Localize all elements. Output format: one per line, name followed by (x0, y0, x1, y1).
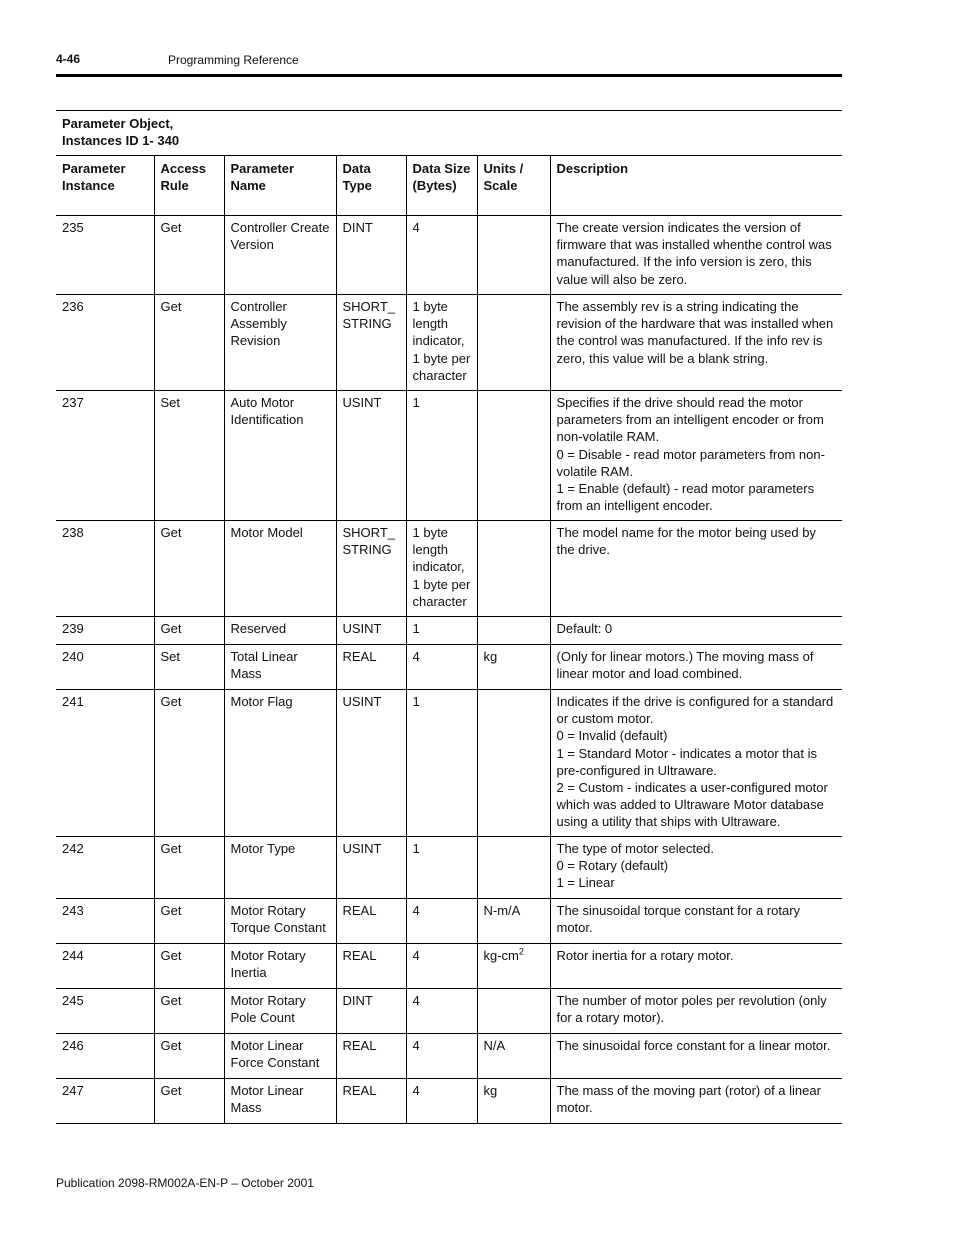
description-line: 1 = Standard Motor - indicates a motor that is pre-configured in Ultraware. (556, 745, 817, 778)
table-caption-line-1: Parameter Object, (62, 116, 174, 131)
cell-data-size: 4 (406, 989, 477, 1034)
description-line: 1 = Enable (default) - read motor parameters from an intelligent encoder. (556, 481, 815, 514)
cell-access-rule: Get (154, 295, 224, 391)
table-row (56, 1034, 842, 1079)
table-row (56, 944, 842, 989)
header-rule (56, 74, 842, 77)
cell-instance: 240 (56, 645, 154, 690)
description-line: 2 = Custom - indicates a user-configured motor which was added to Ultraware Motor database using a utility that ships with Ultraware. (556, 780, 828, 830)
cell-instance: 243 (56, 899, 154, 944)
table-row (56, 521, 842, 617)
cell-data-size: 1 (406, 690, 477, 837)
cell-data-type: REAL (336, 944, 406, 989)
cell-parameter-name: Motor Flag (224, 690, 336, 837)
cell-parameter-name: Controller Create Version (224, 216, 336, 295)
cell-data-type: DINT (336, 216, 406, 295)
cell-description: The model name for the motor being used by the drive. (550, 521, 842, 617)
cell-description (550, 690, 842, 837)
cell-data-type: DINT (336, 989, 406, 1034)
description-line: The type of motor selected. (556, 841, 715, 856)
cell-description: Default: 0 (550, 617, 842, 645)
cell-data-size: 1 (406, 391, 477, 521)
cell-parameter-name: Auto Motor Identification (224, 391, 336, 521)
table-row (56, 837, 842, 899)
cell-instance: 241 (56, 690, 154, 837)
cell-access-rule: Get (154, 837, 224, 899)
cell-data-size: 4 (406, 899, 477, 944)
cell-parameter-name: Motor Rotary Torque Constant (224, 899, 336, 944)
description-line: 0 = Disable - read motor parameters from non-volatile RAM. (556, 446, 825, 479)
cell-description: The number of motor poles per revolution (only for a rotary motor). (550, 989, 842, 1034)
cell-data-type: REAL (336, 1079, 406, 1124)
table-caption-line-2: Instances ID 1- 340 (62, 133, 180, 148)
publication-footer: Publication 2098-RM002A-EN-P – October 2001 (56, 1176, 314, 1190)
cell-parameter-name: Motor Linear Force Constant (224, 1034, 336, 1079)
cell-parameter-name: Motor Rotary Inertia (224, 944, 336, 989)
cell-data-type: SHORT_STRING (336, 521, 406, 617)
table-row (56, 617, 842, 645)
table-row (56, 690, 842, 837)
cell-data-size: 4 (406, 645, 477, 690)
cell-units-scale (477, 690, 550, 837)
cell-units-scale (477, 617, 550, 645)
cell-parameter-name: Reserved (224, 617, 336, 645)
cell-instance: 238 (56, 521, 154, 617)
description-line: Indicates if the drive is configured for a standard or custom motor. (556, 694, 834, 727)
cell-data-type: REAL (336, 1034, 406, 1079)
cell-instance: 245 (56, 989, 154, 1034)
description-line: 0 = Rotary (default) (556, 858, 669, 874)
cell-instance: 236 (56, 295, 154, 391)
cell-parameter-name: Motor Model (224, 521, 336, 617)
cell-units-scale (477, 989, 550, 1034)
cell-data-type: USINT (336, 690, 406, 837)
cell-instance: 235 (56, 216, 154, 295)
cell-description: The mass of the moving part (rotor) of a linear motor. (550, 1079, 842, 1124)
cell-data-type: SHORT_STRING (336, 295, 406, 391)
column-header-name: Parameter Name (224, 156, 336, 216)
cell-description: (Only for linear motors.) The moving mass of linear motor and load combined. (550, 645, 842, 690)
cell-data-size: 1 byte length indicator, 1 byte per character (406, 295, 477, 391)
cell-access-rule: Get (154, 521, 224, 617)
cell-access-rule: Get (154, 944, 224, 989)
cell-description (550, 837, 842, 899)
table-row (56, 989, 842, 1034)
table-row (56, 1079, 842, 1124)
cell-data-type: REAL (336, 899, 406, 944)
cell-parameter-name: Motor Type (224, 837, 336, 899)
cell-description (550, 391, 842, 521)
table-body (56, 216, 842, 1124)
parameter-table-container (56, 110, 842, 1124)
cell-description: The sinusoidal force constant for a linear motor. (550, 1034, 842, 1079)
cell-units-scale: N/A (477, 1034, 550, 1079)
table-row (56, 295, 842, 391)
table-header-row (56, 156, 842, 216)
cell-units-scale: N-m/A (477, 899, 550, 944)
cell-data-type: USINT (336, 391, 406, 521)
cell-instance: 244 (56, 944, 154, 989)
column-header-size: Data Size (Bytes) (406, 156, 477, 216)
page-number: 4-46 (56, 52, 81, 66)
cell-data-size: 1 (406, 617, 477, 645)
units-base: kg-cm (483, 948, 519, 963)
table-caption (56, 110, 842, 156)
cell-access-rule: Set (154, 645, 224, 690)
cell-units-scale (477, 837, 550, 899)
cell-access-rule: Get (154, 1079, 224, 1124)
cell-instance: 237 (56, 391, 154, 521)
cell-data-size: 4 (406, 1079, 477, 1124)
cell-instance: 242 (56, 837, 154, 899)
cell-instance: 239 (56, 617, 154, 645)
cell-units-scale (477, 944, 550, 989)
cell-description: The sinusoidal torque constant for a rotary motor. (550, 899, 842, 944)
cell-description: Rotor inertia for a rotary motor. (550, 944, 842, 989)
cell-access-rule: Set (154, 391, 224, 521)
cell-data-size: 4 (406, 1034, 477, 1079)
cell-units-scale: kg (477, 1079, 550, 1124)
cell-data-type: USINT (336, 837, 406, 899)
cell-parameter-name: Controller Assembly Revision (224, 295, 336, 391)
cell-data-size: 1 (406, 837, 477, 899)
column-header-instance: Parameter Instance (56, 156, 154, 216)
description-line: 1 = Linear (556, 875, 615, 891)
cell-units-scale (477, 295, 550, 391)
cell-access-rule: Get (154, 690, 224, 837)
cell-parameter-name: Total Linear Mass (224, 645, 336, 690)
cell-data-size: 4 (406, 944, 477, 989)
description-line: Specifies if the drive should read the motor parameters from an intelligent encoder or from non-volatile RAM. (556, 395, 824, 445)
cell-instance: 247 (56, 1079, 154, 1124)
table-row (56, 645, 842, 690)
section-title: Programming Reference (168, 53, 299, 67)
cell-instance: 246 (56, 1034, 154, 1079)
cell-data-type: REAL (336, 645, 406, 690)
cell-units-scale: kg (477, 645, 550, 690)
cell-description: The create version indicates the version of firmware that was installed whenthe control was manufactured. If the info version is zero, this value will also be zero. (550, 216, 842, 295)
units-superscript: 2 (518, 946, 524, 957)
table-row (56, 899, 842, 944)
column-header-description: Description (550, 156, 842, 216)
column-header-access: Access Rule (154, 156, 224, 216)
table-row (56, 216, 842, 295)
cell-access-rule: Get (154, 1034, 224, 1079)
cell-access-rule: Get (154, 899, 224, 944)
cell-parameter-name: Motor Linear Mass (224, 1079, 336, 1124)
cell-access-rule: Get (154, 216, 224, 295)
cell-data-type: USINT (336, 617, 406, 645)
cell-access-rule: Get (154, 989, 224, 1034)
cell-units-scale (477, 521, 550, 617)
cell-data-size: 4 (406, 216, 477, 295)
description-line: 0 = Invalid (default) (556, 728, 668, 744)
column-header-units: Units / Scale (477, 156, 550, 216)
cell-description: The assembly rev is a string indicating the revision of the hardware that was installed when the control was manufactured. If the info rev is zero, this value will be a blank string. (550, 295, 842, 391)
cell-data-size: 1 byte length indicator, 1 byte per character (406, 521, 477, 617)
cell-units-scale (477, 391, 550, 521)
cell-access-rule: Get (154, 617, 224, 645)
cell-units-scale (477, 216, 550, 295)
cell-parameter-name: Motor Rotary Pole Count (224, 989, 336, 1034)
column-header-type: Data Type (336, 156, 406, 216)
table-row (56, 391, 842, 521)
parameter-table (56, 156, 842, 1124)
